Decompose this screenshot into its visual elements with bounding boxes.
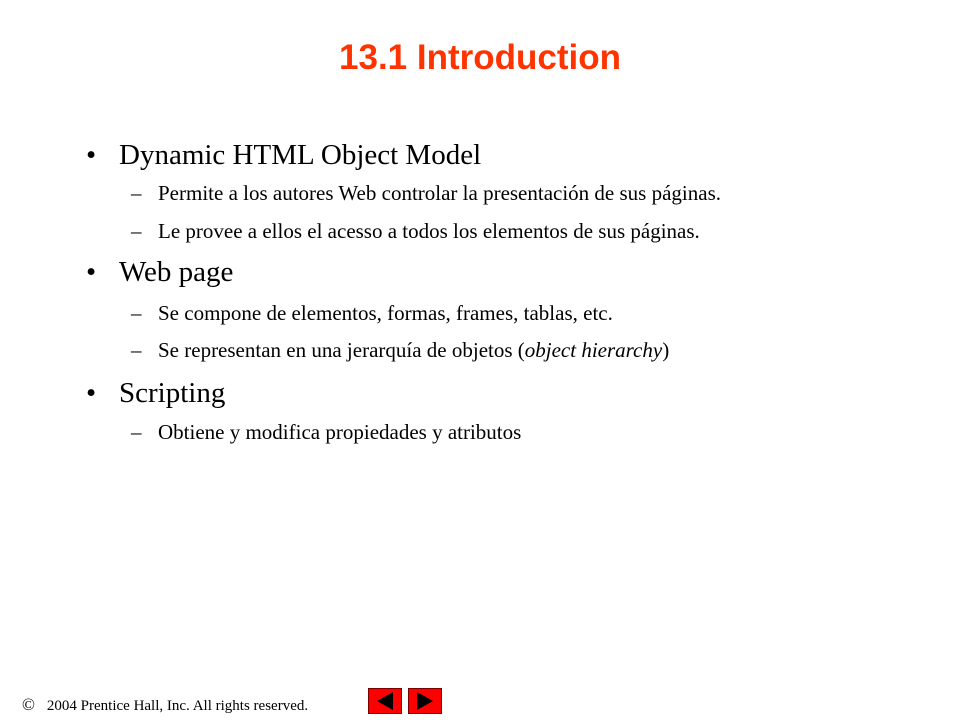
dash-marker: – xyxy=(131,219,142,243)
copyright-footer xyxy=(22,695,308,716)
next-slide-button[interactable] xyxy=(408,688,442,714)
subitem-emphasis: object hierarchy xyxy=(524,338,663,362)
bullet-scripting xyxy=(86,376,225,410)
left-arrow-icon xyxy=(369,689,401,713)
bullet-label: Web page xyxy=(119,256,234,288)
subitem-text-post: ) xyxy=(662,338,670,362)
bullet-dot: • xyxy=(86,256,97,288)
subitem-text-pre: Se representan en una jerarquía de objetos ( xyxy=(158,338,525,362)
bullet-label: Dynamic HTML Object Model xyxy=(119,139,482,171)
dash-marker: – xyxy=(131,338,142,362)
subitem-text: Permite a los autores Web controlar la presentación de sus páginas. xyxy=(158,181,722,205)
bullet-dot: • xyxy=(86,139,97,171)
copyright-symbol: © xyxy=(22,695,35,714)
copyright-text: 2004 Prentice Hall, Inc. All rights reserved. xyxy=(46,698,309,714)
subitem-text: Se compone de elementos, formas, frames, tablas, etc. xyxy=(158,301,613,325)
bullet-dot: • xyxy=(86,377,97,409)
subitem-text: Le provee a ellos el acesso a todos los elementos de sus páginas. xyxy=(158,219,700,243)
bullet-label: Scripting xyxy=(119,377,226,409)
subitem-text: Obtiene y modifica propiedades y atributos xyxy=(158,420,522,444)
previous-slide-button[interactable] xyxy=(368,688,402,714)
bullet-web-page xyxy=(86,255,233,289)
slide-title: 13.1 Introduction xyxy=(339,38,621,77)
subitem xyxy=(131,180,721,206)
dash-marker: – xyxy=(131,420,142,444)
dash-marker: – xyxy=(131,301,142,325)
subitem xyxy=(131,218,700,244)
subitem xyxy=(131,419,521,445)
subitem xyxy=(131,300,613,326)
subitem xyxy=(131,337,669,363)
dash-marker: – xyxy=(131,181,142,205)
right-arrow-icon xyxy=(409,689,441,713)
bullet-dynamic-html-object-model xyxy=(86,138,481,172)
